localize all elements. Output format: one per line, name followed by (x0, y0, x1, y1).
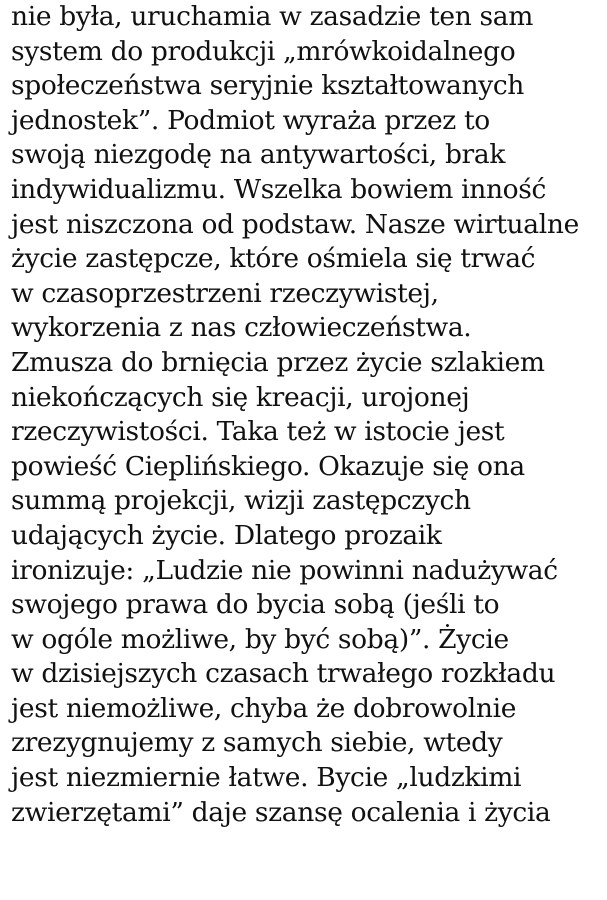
text-line: indywidualizmu. Wszelka bowiem inność (11, 173, 547, 205)
text-line: społeczeństwa seryjnie kształtowanych (11, 70, 525, 102)
text-line: w czasoprzestrzeni rzeczywistej, (11, 277, 439, 309)
body-paragraph (11, 0, 601, 830)
text-line: w ogóle możliwe, by być sobą)”. Życie (11, 623, 509, 655)
text-line: ironizuje: „Ludzie nie powinni nadużywać (11, 554, 558, 586)
text-line: jednostek”. Podmiot wyraża przez to (11, 104, 490, 136)
text-line: udających życie. Dlatego prozaik (11, 519, 442, 551)
text-line: jest niszczona od podstaw. Nasze wirtualne (11, 208, 579, 240)
text-line: zwierzętami” daje szansę ocalenia i życia (11, 796, 551, 828)
text-line: rzeczywistości. Taka też w istocie jest (11, 416, 505, 448)
text-line: swoją niezgodę na antywartości, brak (11, 139, 506, 171)
text-line: w dzisiejszych czasach trwałego rozkładu (11, 658, 556, 690)
text-line: życie zastępcze, które ośmiela się trwać (11, 243, 536, 275)
text-line: summą projekcji, wizji zastępczych (11, 485, 471, 517)
text-line: wykorzenia z nas człowieczeństwa. (11, 312, 472, 344)
text-line: swojego prawa do bycia sobą (jeśli to (11, 589, 500, 621)
text-line: jest niezmiernie łatwe. Bycie „ludzkimi (11, 762, 522, 794)
text-line: powieść Cieplińskiego. Okazuje się ona (11, 450, 525, 482)
text-line: system do produkcji „mrówkoidalnego (11, 35, 516, 67)
text-line: Zmusza do brnięcia przez życie szlakiem (11, 346, 545, 378)
text-line: jest niemożliwe, chyba że dobrowolnie (11, 692, 517, 724)
text-line: niekończących się kreacji, urojonej (11, 381, 470, 413)
text-line: zrezygnujemy z samych siebie, wtedy (11, 727, 503, 759)
document-page (11, 0, 601, 830)
text-line: nie była, uruchamia w zasadzie ten sam (11, 1, 533, 32)
